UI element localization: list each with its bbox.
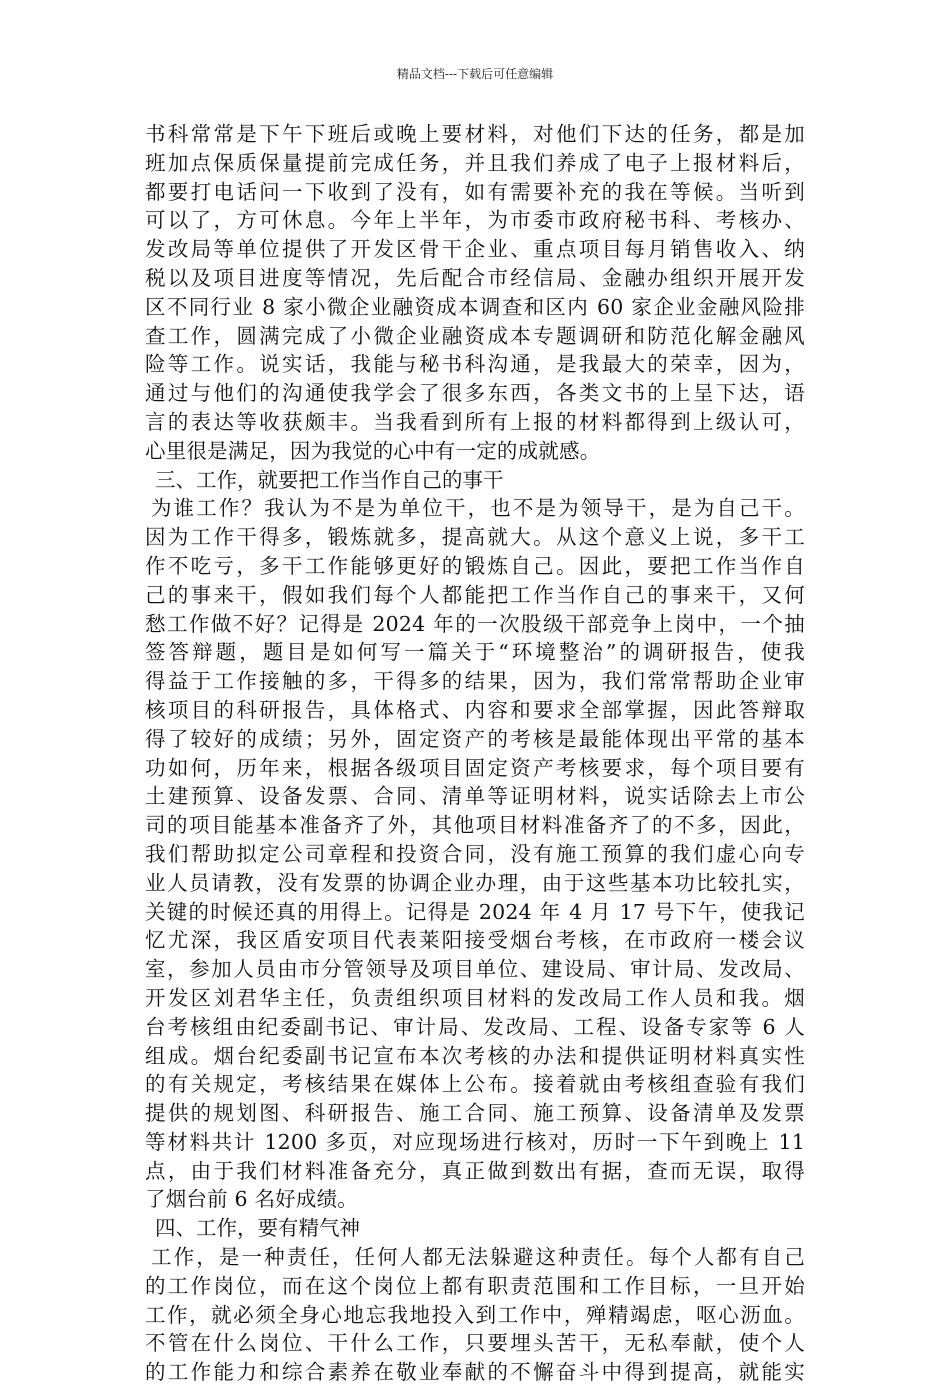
text-line: 点，由于我们材料准备充分，真正做到数出有据，查而无误，取得	[145, 1158, 805, 1183]
text-line: 的工作能力和综合素养在敬业奉献的不懈奋斗中得到提高，就能实	[145, 1360, 805, 1385]
text-line: 发改局等单位提供了开发区骨干企业、重点项目每月销售收入、纳	[145, 237, 805, 262]
paragraph-secretary-work	[145, 120, 805, 466]
text-line: 工作，就必须全身心地忘我地投入到工作中，殚精竭虑，呕心沥血。	[145, 1302, 805, 1327]
text-line: 工作，是一种责任，任何人都无法躲避这种责任。每个人都有自己	[151, 1245, 805, 1270]
text-line: 得益于工作接触的多，干得多的结果，因为，我们常常帮助企业审	[145, 669, 805, 694]
text-line: 区不同行业 8 家小微企业融资成本调查和区内 60 家企业金融风险排	[145, 294, 805, 319]
text-line: 土建预算、设备发票、合同、清单等证明材料，说实话除去上市公	[145, 784, 805, 809]
text-line: 得了较好的成绩；另外，固定资产的考核是最能体现出平常的基本	[145, 726, 805, 751]
text-line: 提供的规划图、科研报告、施工合同、施工预算、设备清单及发票	[145, 1101, 805, 1126]
text-line: 的工作岗位，而在这个岗位上都有职责范围和工作目标，一旦开始	[145, 1273, 805, 1298]
text-line: 愁工作做不好？记得是 2024 年的一次股级干部竞争上岗中，一个抽	[145, 611, 805, 636]
text-line: 作不吃亏，多干工作能够更好的锻炼自己。因此，要把工作当作自	[145, 553, 805, 578]
text-line: 查工作，圆满完成了小微企业融资成本专题调研和防范化解金融风	[145, 323, 805, 348]
text-line: 台考核组由纪委副书记、审计局、发改局、工程、设备专家等 6 人	[145, 1014, 805, 1039]
text-line: 书科常常是下午下班后或晚上要材料，对他们下达的任务，都是加	[145, 122, 805, 146]
text-line: 开发区刘君华主任，负责组织项目材料的发改局工作人员和我。烟	[145, 985, 805, 1010]
text-line: 言的表达等收获颇丰。当我看到所有上报的材料都得到上级认可，	[145, 409, 805, 434]
section-heading-3: 三、工作，就要把工作当作自己的事干	[155, 467, 504, 492]
text-line: 司的项目能基本准备齐了外，其他项目材料准备齐了的不多，因此，	[145, 813, 805, 838]
document-body	[145, 120, 805, 1387]
paragraph-work-as-own	[145, 494, 805, 1214]
text-line: 不管在什么岗位、干什么工作，只要埋头苦干，无私奉献，使个人	[145, 1331, 805, 1356]
text-line: 因为工作干得多，锻炼就多，提高就大。从这个意义上说，多干工	[145, 525, 805, 550]
text-line: 为谁工作？我认为不是为单位干，也不是为领导干，是为自己干。	[151, 496, 805, 521]
text-line: 了烟台前 6 名好成绩。	[145, 1187, 358, 1212]
text-line: 我们帮助拟定公司章程和投资合同，没有施工预算的我们虚心向专	[145, 841, 805, 866]
text-line: 心里很是满足，因为我觉的心中有一定的成就感。	[145, 438, 601, 463]
text-line: 功如何，历年来，根据各级项目固定资产考核要求，每个项目要有	[145, 755, 805, 780]
text-line: 业人员请教，没有发票的协调企业办理，由于这些基本功比较扎实，	[145, 870, 805, 895]
text-line: 险等工作。说实话，我能与秘书科沟通，是我最大的荣幸，因为，	[145, 352, 805, 377]
section-heading-4: 四、工作，要有精气神	[155, 1216, 360, 1241]
text-line: 组成。烟台纪委副书记宣布本次考核的办法和提供证明材料真实性	[145, 1043, 805, 1068]
text-line: 通过与他们的沟通使我学会了很多东西，各类文书的上呈下达，语	[145, 381, 805, 406]
text-line: 班加点保质保量提前完成任务，并且我们养成了电子上报材料后，	[145, 150, 805, 175]
text-line: 关键的时候还真的用得上。记得是 2024 年 4 月 17 号下午，使我记	[145, 899, 805, 924]
text-line: 己的事来干，假如我们每个人都能把工作当作自己的事来干，又何	[145, 582, 805, 607]
text-line: 可以了，方可休息。今年上半年，为市委市政府秘书科、考核办、	[145, 208, 805, 233]
paragraph-spirit	[145, 1243, 805, 1387]
text-line: 的有关规定，考核结果在媒体上公布。接着就由考核组查验有我们	[145, 1072, 805, 1097]
text-line: 等材料共计 1200 多页，对应现场进行核对，历时一下午到晚上 11	[145, 1129, 805, 1154]
text-line: 核项目的科研报告，具体格式、内容和要求全部掌握，因此答辩取	[145, 697, 805, 722]
text-line: 税以及项目进度等情况，先后配合市经信局、金融办组织开展开发	[145, 265, 805, 290]
page-header: 精品文档---下载后可任意编辑	[396, 67, 554, 81]
text-line: 忆尤深，我区盾安项目代表莱阳接受烟台考核，在市政府一楼会议	[145, 928, 805, 953]
text-line: 都要打电话问一下收到了没有，如有需要补充的我在等候。当听到	[145, 179, 805, 204]
text-line: 签答辩题，题目是如何写一篇关于“环境整治”的调研报告，使我	[145, 640, 805, 665]
text-line: 室，参加人员由市分管领导及项目单位、建设局、审计局、发改局、	[145, 957, 805, 982]
